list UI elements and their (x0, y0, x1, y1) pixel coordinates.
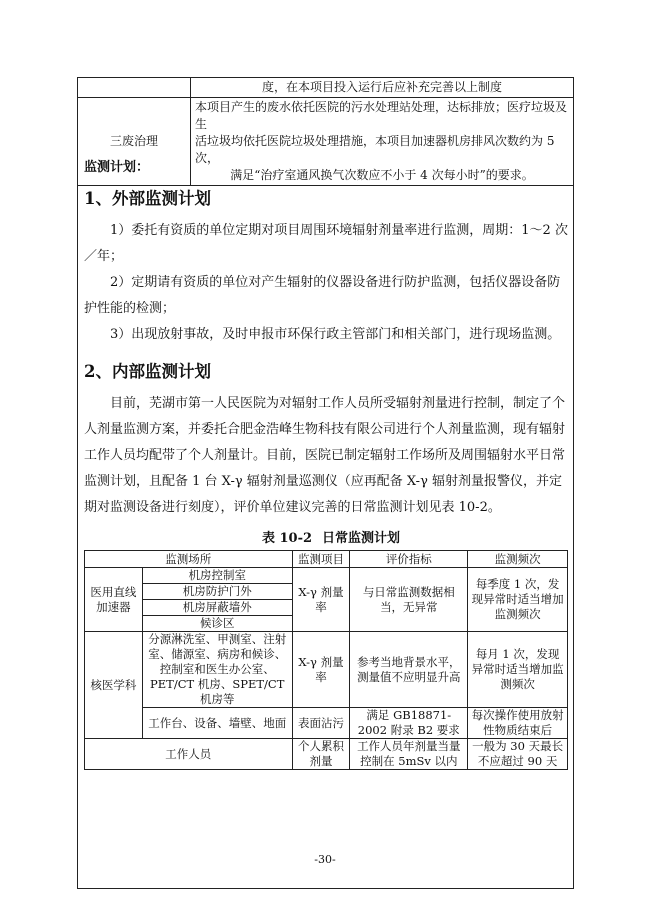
three-waste-line: 本项目产生的废水依托医院的污水处理站处理，达标排放；医疗垃圾及生 (195, 100, 568, 131)
index-cell: 与日常监测数据相当，无异常 (350, 568, 468, 632)
site-cell: 候诊区 (142, 616, 292, 632)
monitoring-plan-box (77, 150, 574, 889)
header-index: 评价指标 (350, 551, 468, 568)
table-cell-empty (78, 78, 191, 98)
site-cell: 工作台、设备、墙壁、地面 (142, 708, 292, 739)
group-name: 核医学科 (85, 632, 143, 739)
page-number: -30- (314, 853, 336, 866)
frequency-cell: 一般为 30 天最长不应超过 90 天 (468, 739, 568, 770)
site-cell: 分源淋洗室、甲测室、注射室、储源室、病房和候诊、控制室和医生办公室、PET/CT 机房、SPET/CT 机房等 (142, 632, 292, 708)
site-cell: 机房控制室 (142, 568, 292, 584)
frequency-cell: 每季度 1 次，发现异常时适当增加监测频次 (468, 568, 568, 632)
table-row (85, 739, 568, 770)
table-number: 表 10-2 (261, 531, 313, 546)
table-row (85, 632, 568, 708)
index-cell: 参考当地背景水平，测量值不应明显升高 (350, 632, 468, 708)
frequency-cell: 每次操作使用放射性物质结束后 (468, 708, 568, 739)
item-cell: X-γ 剂量率 (292, 568, 350, 632)
header-frequency: 监测频次 (468, 551, 568, 568)
section-title-external: 1、外部监测计划 (84, 189, 211, 208)
external-item: 1）委托有资质的单位定期对项目周围环境辐射剂量率进行监测，周期：1～2 次／年； (84, 223, 568, 264)
daily-monitoring-table (84, 550, 568, 770)
three-waste-label: 三废治理 (78, 98, 191, 186)
institution-note: 度，在本项目投入运行后应补充完善以上制度 (191, 78, 574, 98)
table-title: 日常监测计划 (322, 531, 401, 546)
header-item: 监测项目 (292, 551, 350, 568)
external-item: 2）定期请有资质的单位对产生辐射的仪器设备进行防护监测，包括仪器设备防护性能的检测； (84, 275, 561, 316)
three-waste-line: 活垃圾均依托医院垃圾处理措施，本项目加速器机房排风次数约为 5 次， (195, 134, 555, 165)
index-cell: 满足 GB18871-2002 附录 B2 要求 (350, 708, 468, 739)
site-cell: 机房防护门外 (142, 584, 292, 600)
section-title-internal: 2、内部监测计划 (84, 362, 211, 381)
plan-label: 监测计划： (84, 160, 150, 175)
internal-plan-text: 目前，芜湖市第一人民医院为对辐射工作人员所受辐射剂量进行控制，制定了个人剂量监测方案，并委托合肥金浩峰生物科技有限公司进行个人剂量监测，现有辐射工作人员均配带了个人剂量计。目前，医院已制定辐射工作场所及周围辐射水平日常监测计划，且配备 1 台 X-γ 辐射剂量巡测仪（应再配备 X-γ 辐射剂量报警仪，并定期对监测设备进行刻度），评价单位建议完善的日常监测计划见表 10-2。 (84, 396, 566, 515)
group-name: 医用直线加速器 (85, 568, 143, 632)
item-cell: X-γ 剂量率 (292, 632, 350, 708)
table-row (85, 708, 568, 739)
table-header-row (85, 551, 568, 568)
frequency-cell: 每月 1 次，发现异常时适当增加监测频次 (468, 632, 568, 708)
header-site: 监测场所 (85, 551, 293, 568)
item-cell: 个人累积剂量 (292, 739, 350, 770)
three-waste-line: 满足“治疗室通风换气次数应不小于 4 次每小时”的要求。 (230, 168, 534, 182)
index-cell: 工作人员年剂量当量控制在 5mSv 以内 (350, 739, 468, 770)
group-name: 工作人员 (85, 739, 293, 770)
table-row (85, 568, 568, 584)
item-cell: 表面沾污 (292, 708, 350, 739)
external-item: 3）出现放射事故，及时申报市环保行政主管部门和相关部门，进行现场监测。 (110, 327, 561, 342)
table-caption (84, 527, 568, 546)
site-cell: 机房屏蔽墙外 (142, 600, 292, 616)
